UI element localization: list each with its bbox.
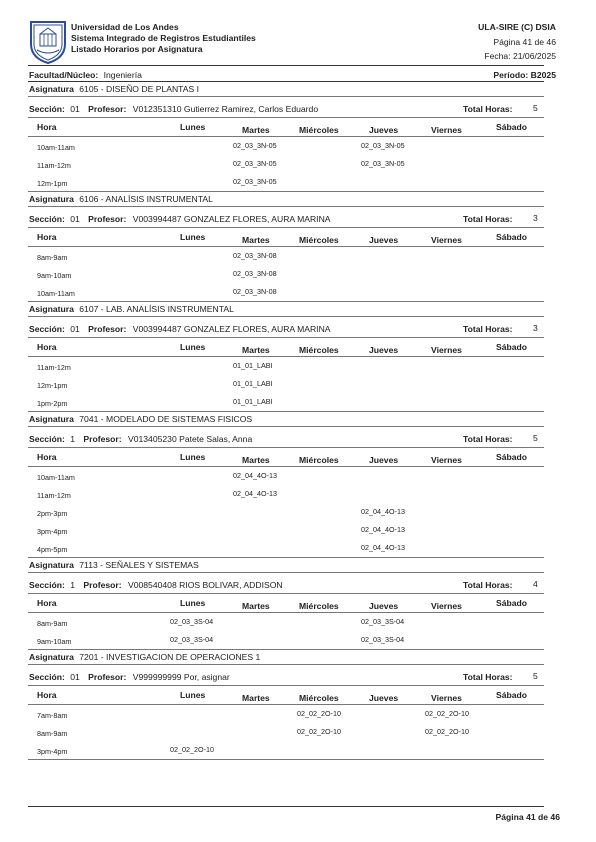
professor-name: V003994487 GONZALEZ FLORES, AURA MARINA (132, 214, 331, 224)
subject-title: 6105 - DISEÑO DE PLANTAS I (79, 84, 199, 94)
schedule-cell-mar: 01_01_LABI (233, 361, 273, 370)
column-header-mie: Miércoles (299, 345, 339, 355)
column-header-hora: Hora (37, 232, 57, 242)
columns-divider (28, 246, 544, 247)
schedule-cell-jue: 02_03_3N-05 (361, 141, 405, 150)
professor-label: Profesor: (88, 214, 127, 224)
total-hours-value: 5 (533, 103, 538, 113)
row-hour: 9am-10am (37, 271, 72, 280)
section-label: Sección: (29, 104, 65, 114)
section-number: 01 (70, 104, 80, 114)
professor-label: Profesor: (88, 104, 127, 114)
row-hour: 3pm-4pm (37, 747, 68, 756)
column-header-mie: Miércoles (299, 455, 339, 465)
faculty-label: Facultad/Núcleo: (29, 70, 99, 80)
column-header-mar: Martes (242, 693, 270, 703)
section-label: Sección: (29, 324, 65, 334)
column-header-mar: Martes (242, 601, 270, 611)
column-header-vie: Viernes (431, 601, 462, 611)
column-header-mie: Miércoles (299, 693, 339, 703)
schedule-cell-mie: 02_02_2O-10 (297, 709, 341, 718)
professor-name: V012351310 Gutierrez Ramirez, Carlos Eduardo (132, 104, 319, 114)
subject-end-divider (28, 301, 544, 302)
schedule-cell-mar: 02_03_3N-05 (233, 177, 277, 186)
column-header-mar: Martes (242, 345, 270, 355)
section-divider (28, 337, 544, 338)
subject-title: 6107 - LAB. ANALÍSIS INSTRUMENTAL (79, 304, 234, 314)
section-divider (28, 447, 544, 448)
section-row (29, 104, 318, 114)
columns-divider (28, 136, 544, 137)
section-number: 1 (70, 580, 75, 590)
subject-divider (28, 426, 544, 427)
total-hours-label: Total Horas: (463, 580, 513, 590)
subject-end-divider (28, 649, 544, 650)
schedule-cell-jue: 02_03_3S-04 (361, 635, 405, 644)
subject-title-row (29, 304, 234, 314)
row-hour: 8am-9am (37, 619, 68, 628)
total-hours-value: 5 (533, 433, 538, 443)
schedule-cell-lun: 02_03_3S-04 (170, 617, 214, 626)
section-label: Sección: (29, 672, 65, 682)
row-hour: 10am-11am (37, 143, 75, 152)
column-header-hora: Hora (37, 122, 57, 132)
professor-name: V999999999 Por, asignar (132, 672, 230, 682)
section-label: Sección: (29, 434, 65, 444)
subject-title-row (29, 84, 199, 94)
column-header-vie: Viernes (431, 345, 462, 355)
schedule-cell-mie: 02_02_2O-10 (297, 727, 341, 736)
column-header-vie: Viernes (431, 235, 462, 245)
column-header-sab: Sábado (496, 342, 528, 352)
section-row (29, 672, 230, 682)
columns-divider (28, 466, 544, 467)
column-header-jue: Jueves (369, 125, 399, 135)
report-title: Listado Horarios por Asignatura (71, 44, 203, 54)
university-seal-logo (28, 20, 68, 64)
column-header-sab: Sábado (496, 232, 528, 242)
schedule-cell-mar: 02_03_3N-05 (233, 141, 277, 150)
total-hours-label: Total Horas: (463, 672, 513, 682)
subject-title-row (29, 194, 213, 204)
subject-label: Asignatura (29, 652, 74, 662)
subject-divider (28, 664, 544, 665)
total-hours-label: Total Horas: (463, 214, 513, 224)
column-header-mar: Martes (242, 455, 270, 465)
column-header-jue: Jueves (369, 693, 399, 703)
section-divider (28, 685, 544, 686)
schedule-cell-lun: 02_03_3S-04 (170, 635, 214, 644)
row-hour: 3pm-4pm (37, 527, 68, 536)
schedule-cell-mar: 02_03_3N-05 (233, 159, 277, 168)
row-hour: 8am-9am (37, 253, 68, 262)
subject-end-divider (28, 411, 544, 412)
professor-name: V013405230 Patete Salas, Anna (127, 434, 253, 444)
row-hour: 1pm-2pm (37, 399, 68, 408)
subject-end-divider (28, 191, 544, 192)
subject-label: Asignatura (29, 304, 74, 314)
column-header-jue: Jueves (369, 455, 399, 465)
section-divider (28, 117, 544, 118)
column-header-jue: Jueves (369, 235, 399, 245)
subject-label: Asignatura (29, 84, 74, 94)
page-number-top: Página 41 de 46 (493, 37, 556, 47)
professor-label: Profesor: (88, 672, 127, 682)
schedule-cell-jue: 02_03_3S-04 (361, 617, 405, 626)
section-number: 01 (70, 214, 80, 224)
report-date: Fecha: 21/06/2025 (484, 51, 556, 61)
column-header-mie: Miércoles (299, 601, 339, 611)
schedule-cell-mar: 01_01_LABI (233, 379, 273, 388)
professor-name: V008540408 RIOS BOLIVAR, ADDISON (127, 580, 283, 590)
column-header-sab: Sábado (496, 598, 528, 608)
column-header-mie: Miércoles (299, 125, 339, 135)
schedule-cell-jue: 02_03_3N-05 (361, 159, 405, 168)
columns-divider (28, 704, 544, 705)
section-divider (28, 593, 544, 594)
column-header-hora: Hora (37, 452, 57, 462)
subject-label: Asignatura (29, 414, 74, 424)
row-hour: 11am-12m (37, 363, 71, 372)
subject-title-row (29, 560, 199, 570)
subject-divider (28, 572, 544, 573)
column-header-vie: Viernes (431, 125, 462, 135)
column-header-lun: Lunes (180, 690, 206, 700)
row-hour: 4pm-5pm (37, 545, 68, 554)
column-header-vie: Viernes (431, 693, 462, 703)
university-name: Universidad de Los Andes (71, 22, 179, 32)
row-hour: 10am-11am (37, 289, 75, 298)
total-hours-value: 4 (533, 579, 538, 589)
row-hour: 2pm-3pm (37, 509, 68, 518)
subject-end-divider (28, 759, 544, 760)
row-hour: 7am-8am (37, 711, 68, 720)
subject-title: 6106 - ANALÍSIS INSTRUMENTAL (79, 194, 213, 204)
faculty-value: Ingeniería (103, 70, 142, 80)
column-header-mar: Martes (242, 235, 270, 245)
system-code: ULA-SIRE (C) DSIA (478, 22, 556, 32)
subject-title: 7201 - INVESTIGACION DE OPERACIONES 1 (79, 652, 261, 662)
total-hours-value: 3 (533, 323, 538, 333)
column-header-lun: Lunes (180, 452, 206, 462)
column-header-lun: Lunes (180, 342, 206, 352)
columns-divider (28, 356, 544, 357)
subject-title-row (29, 652, 260, 662)
total-hours-value: 3 (533, 213, 538, 223)
total-hours-value: 5 (533, 671, 538, 681)
subject-label: Asignatura (29, 194, 74, 204)
subject-divider (28, 316, 544, 317)
column-header-sab: Sábado (496, 452, 528, 462)
row-hour: 9am-10am (37, 637, 72, 646)
subject-end-divider (28, 557, 544, 558)
row-hour: 11am-12m (37, 491, 71, 500)
column-header-lun: Lunes (180, 598, 206, 608)
schedule-cell-mar: 02_03_3N-08 (233, 251, 277, 260)
column-header-mar: Martes (242, 125, 270, 135)
total-hours-label: Total Horas: (463, 104, 513, 114)
schedule-cell-vie: 02_02_2O-10 (425, 727, 469, 736)
footer-divider (28, 806, 544, 807)
schedule-cell-mar: 01_01_LABI (233, 397, 273, 406)
section-label: Sección: (29, 580, 65, 590)
professor-name: V003994487 GONZALEZ FLORES, AURA MARINA (132, 324, 331, 334)
row-hour: 10am-11am (37, 473, 75, 482)
section-row (29, 580, 283, 590)
column-header-vie: Viernes (431, 455, 462, 465)
schedule-cell-lun: 02_02_2O-10 (170, 745, 214, 754)
column-header-sab: Sábado (496, 122, 528, 132)
subject-title: 7041 - MODELADO DE SISTEMAS FISICOS (79, 414, 253, 424)
total-hours-label: Total Horas: (463, 434, 513, 444)
schedule-cell-jue: 02_04_4O-13 (361, 525, 405, 534)
column-header-hora: Hora (37, 342, 57, 352)
schedule-cell-jue: 02_04_4O-13 (361, 543, 405, 552)
columns-divider (28, 612, 544, 613)
column-header-jue: Jueves (369, 601, 399, 611)
column-header-lun: Lunes (180, 122, 206, 132)
schedule-cell-mar: 02_03_3N-08 (233, 269, 277, 278)
section-label: Sección: (29, 214, 65, 224)
system-name: Sistema Integrado de Registros Estudiantiles (71, 33, 256, 43)
faculty-divider (28, 81, 544, 82)
faculty-row (29, 70, 142, 80)
subject-label: Asignatura (29, 560, 74, 570)
schedule-cell-vie: 02_02_2O-10 (425, 709, 469, 718)
schedule-cell-mar: 02_04_4O-13 (233, 489, 277, 498)
subject-title: 7113 - SEÑALES Y SISTEMAS (79, 560, 199, 570)
column-header-mie: Miércoles (299, 235, 339, 245)
schedule-cell-mar: 02_04_4O-13 (233, 471, 277, 480)
section-row (29, 214, 331, 224)
row-hour: 8am-9am (37, 729, 68, 738)
column-header-hora: Hora (37, 598, 57, 608)
subject-divider (28, 206, 544, 207)
column-header-hora: Hora (37, 690, 57, 700)
header-divider (28, 65, 544, 66)
section-row (29, 434, 252, 444)
professor-label: Profesor: (88, 324, 127, 334)
page-number-footer: Página 41 de 46 (495, 812, 560, 822)
period: Período: B2025 (493, 70, 556, 80)
section-row (29, 324, 331, 334)
row-hour: 11am-12m (37, 161, 71, 170)
column-header-lun: Lunes (180, 232, 206, 242)
row-hour: 12m-1pm (37, 381, 68, 390)
subject-divider (28, 96, 544, 97)
professor-label: Profesor: (83, 434, 122, 444)
schedule-cell-jue: 02_04_4O-13 (361, 507, 405, 516)
row-hour: 12m-1pm (37, 179, 68, 188)
subject-title-row (29, 414, 252, 424)
schedule-cell-mar: 02_03_3N-08 (233, 287, 277, 296)
section-number: 01 (70, 672, 80, 682)
section-number: 01 (70, 324, 80, 334)
section-divider (28, 227, 544, 228)
section-number: 1 (70, 434, 75, 444)
column-header-jue: Jueves (369, 345, 399, 355)
column-header-sab: Sábado (496, 690, 528, 700)
total-hours-label: Total Horas: (463, 324, 513, 334)
professor-label: Profesor: (83, 580, 122, 590)
